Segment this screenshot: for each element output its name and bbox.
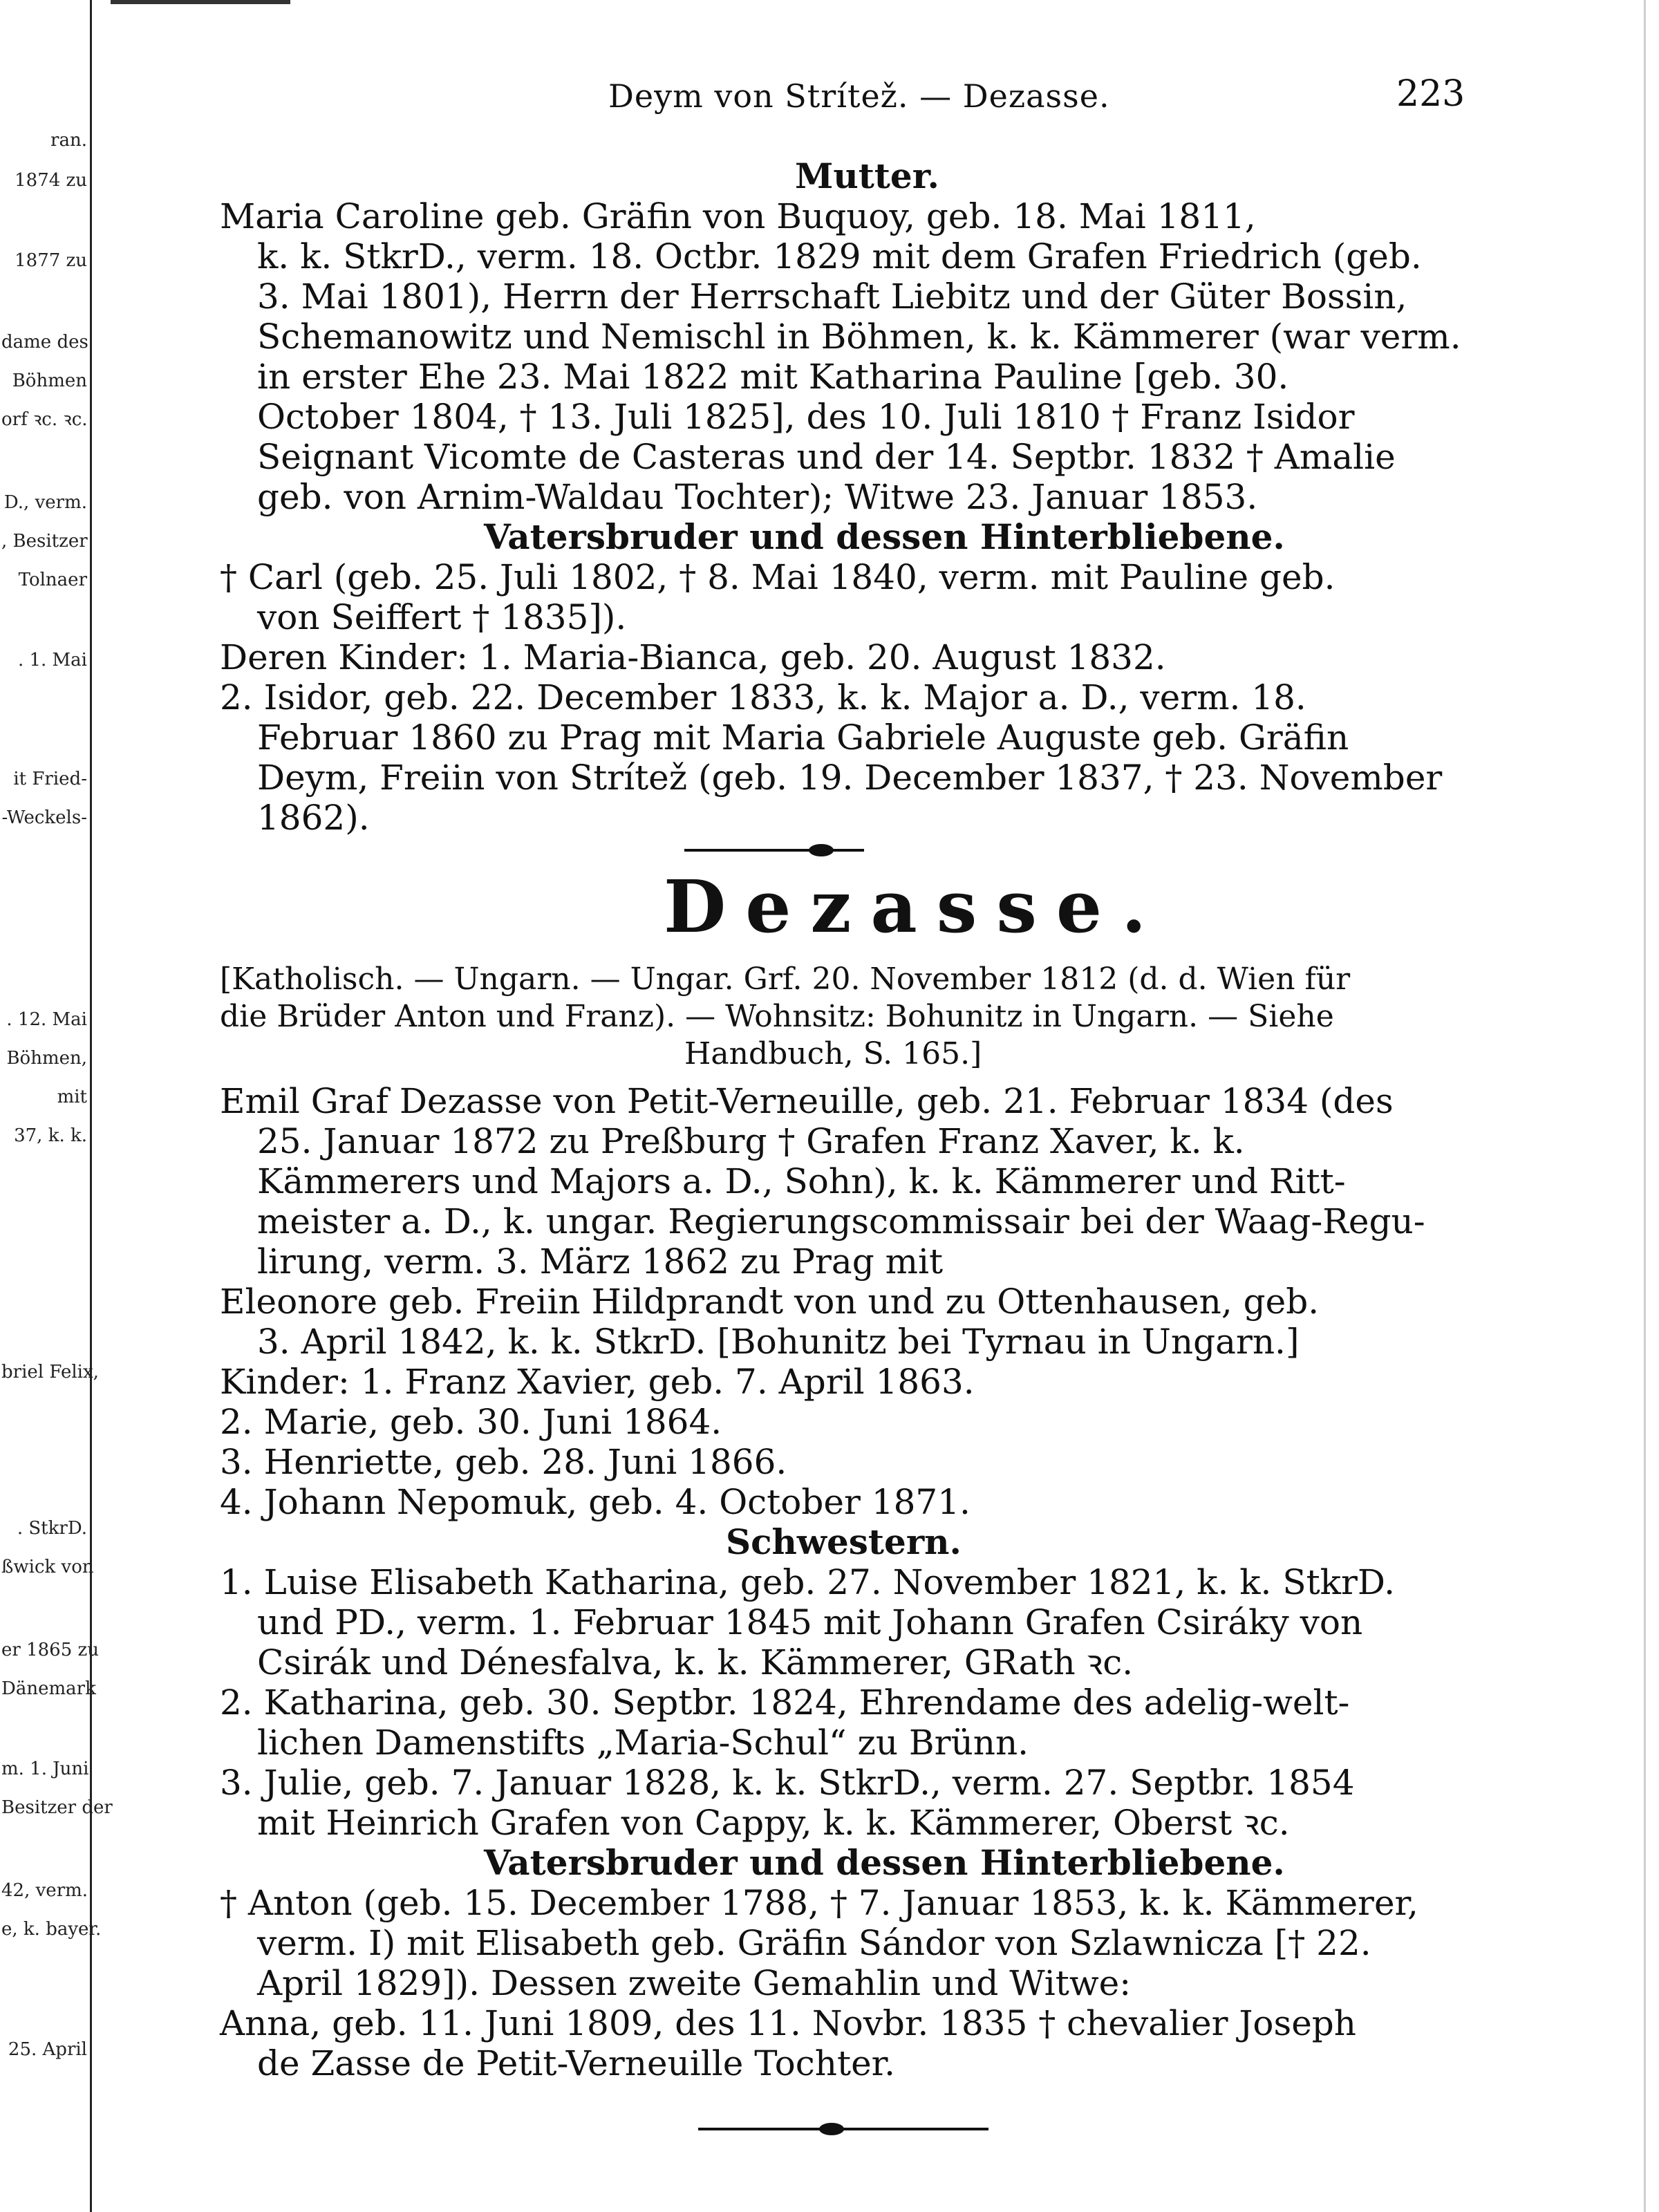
intro-line: Handbuch, S. 165.] <box>684 1036 982 1071</box>
margin-fragment: 37, k. k. <box>14 1125 87 1146</box>
right-page-edge <box>1644 0 1646 2212</box>
text-line: Februar 1860 zu Prag mit Maria Gabriele Auguste geb. Gräfin <box>257 718 1349 758</box>
text-line: 2. Katharina, geb. 30. Septbr. 1824, Ehrendame des adelig-welt- <box>220 1683 1350 1723</box>
text-line: 1. Luise Elisabeth Katharina, geb. 27. November 1821, k. k. StkrD. <box>220 1562 1396 1602</box>
margin-fragment: dame des <box>1 332 88 353</box>
margin-fragment: 1877 zu <box>15 250 87 271</box>
intro-line: die Brüder Anton und Franz). — Wohnsitz: Bohunitz in Ungarn. — Siehe <box>220 999 1334 1034</box>
text-line: und PD., verm. 1. Februar 1845 mit Johann Grafen Csiráky von <box>257 1602 1363 1642</box>
margin-fragment: D., verm. <box>3 492 87 513</box>
uncle-heading: Vatersbruder und dessen Hinterbliebene. <box>484 1842 1285 1883</box>
top-edge-bar <box>111 0 290 4</box>
divider-ornament <box>809 844 834 856</box>
margin-fragment: 1874 zu <box>15 170 87 191</box>
text-line: meister a. D., k. ungar. Regierungscommissair bei der Waag-Regu- <box>257 1201 1425 1241</box>
text-line: Deym, Freiin von Strítež (geb. 19. December 1837, † 23. November <box>257 758 1443 798</box>
margin-fragment: 42, verm. <box>1 1880 88 1901</box>
section-divider <box>684 849 864 852</box>
margin-fragment: ßwick von <box>1 1557 94 1577</box>
text-line: 4. Johann Nepomuk, geb. 4. October 1871. <box>220 1482 971 1522</box>
margin-fragment: Böhmen, <box>6 1048 87 1069</box>
margin-fragment: briel Felix, <box>1 1362 99 1382</box>
text-line: lichen Damenstifts „Maria-Schul“ zu Brünn. <box>257 1723 1029 1763</box>
margin-fragment: , Besitzer <box>1 531 88 552</box>
text-line: Emil Graf Dezasse von Petit-Verneuille, geb. 21. Februar 1834 (des <box>220 1081 1394 1121</box>
text-line: de Zasse de Petit-Verneuille Tochter. <box>257 2043 895 2083</box>
mother-heading: Mutter. <box>795 156 939 196</box>
margin-fragment: Dänemark <box>1 1678 96 1699</box>
text-line: Seignant Vicomte de Casteras und der 14. Septbr. 1832 † Amalie <box>257 437 1396 477</box>
text-line: Kinder: 1. Franz Xavier, geb. 7. April 1863. <box>220 1362 975 1402</box>
text-line: 3. Henriette, geb. 28. Juni 1866. <box>220 1442 787 1482</box>
text-line: 2. Isidor, geb. 22. December 1833, k. k. Major a. D., verm. 18. <box>220 677 1306 718</box>
text-line: † Carl (geb. 25. Juli 1802, † 8. Mai 1840, verm. mit Pauline geb. <box>220 557 1335 597</box>
text-line: 25. Januar 1872 zu Preßburg † Grafen Franz Xaver, k. k. <box>257 1121 1245 1161</box>
margin-fragment: . 12. Mai <box>6 1009 87 1030</box>
margin-fragment: er 1865 zu <box>1 1640 99 1660</box>
text-line: 1862). <box>257 798 370 838</box>
margin-fragment: orf ꝛc. ꝛc. <box>1 409 88 430</box>
margin-fragment: Besitzer der <box>1 1797 113 1818</box>
text-line: 2. Marie, geb. 30. Juni 1864. <box>220 1402 722 1442</box>
intro-line: [Katholisch. — Ungarn. — Ungar. Grf. 20. November 1812 (d. d. Wien für <box>220 962 1351 997</box>
text-line: Csirák und Dénesfalva, k. k. Kämmerer, GRath ꝛc. <box>257 1642 1134 1683</box>
text-line: † Anton (geb. 15. December 1788, † 7. Januar 1853, k. k. Kämmerer, <box>220 1883 1418 1923</box>
text-line: in erster Ehe 23. Mai 1822 mit Katharina Pauline [geb. 30. <box>257 357 1289 397</box>
text-line: April 1829]). Dessen zweite Gemahlin und Witwe: <box>257 1963 1132 2003</box>
margin-fragment: . StkrD. <box>17 1518 87 1539</box>
sisters-heading: Schwestern. <box>726 1521 962 1562</box>
margin-fragment: m. 1. Juni <box>1 1759 89 1779</box>
text-line: 3. April 1842, k. k. StkrD. [Bohunitz bei Tyrnau in Ungarn.] <box>257 1322 1300 1362</box>
left-margin-column <box>0 0 113 2212</box>
text-line: Maria Caroline geb. Gräfin von Buquoy, geb. 18. Mai 1811, <box>220 196 1256 236</box>
text-line: Schemanowitz und Nemischl in Böhmen, k. k. Kämmerer (war verm. <box>257 317 1461 357</box>
section-title: Dezasse. <box>664 864 1166 949</box>
text-line: Deren Kinder: 1. Maria-Bianca, geb. 20. August 1832. <box>220 637 1166 677</box>
margin-fragment: Böhmen <box>12 371 87 391</box>
text-line: October 1804, † 13. Juli 1825], des 10. Juli 1810 † Franz Isidor <box>257 397 1355 437</box>
text-line: mit Heinrich Grafen von Cappy, k. k. Kämmerer, Oberst ꝛc. <box>257 1803 1290 1843</box>
text-line: von Seiffert † 1835]). <box>257 597 627 637</box>
divider-ornament <box>819 2123 844 2135</box>
page-number: 223 <box>1396 73 1465 115</box>
running-head: Deym von Strítež. — Dezasse. <box>608 77 1110 115</box>
text-line: verm. I) mit Elisabeth geb. Gräfin Sándor von Szlawnicza [† 22. <box>257 1923 1371 1963</box>
text-line: lirung, verm. 3. März 1862 zu Prag mit <box>257 1241 944 1282</box>
margin-fragment: Tolnaer <box>18 570 87 590</box>
margin-fragment: ran. <box>50 130 87 151</box>
text-line: Anna, geb. 11. Juni 1809, des 11. Novbr. 1835 † chevalier Joseph <box>220 2003 1356 2043</box>
margin-fragment: 25. April <box>8 2039 87 2060</box>
text-line: 3. Julie, geb. 7. Januar 1828, k. k. StkrD., verm. 27. Septbr. 1854 <box>220 1763 1355 1803</box>
margin-fragment: . 1. Mai <box>17 650 87 671</box>
margin-fragment: e, k. bayer. <box>1 1919 102 1940</box>
text-line: Kämmerers und Majors a. D., Sohn), k. k. Kämmerer und Ritt- <box>257 1161 1346 1201</box>
margin-fragment: it Fried- <box>13 769 87 789</box>
margin-fragment: -Weckels- <box>1 807 87 828</box>
text-line: 3. Mai 1801), Herrn der Herrschaft Liebitz und der Güter Bossin, <box>257 276 1407 317</box>
text-line: k. k. StkrD., verm. 18. Octbr. 1829 mit dem Grafen Friedrich (geb. <box>257 236 1422 276</box>
text-line: geb. von Arnim-Waldau Tochter); Witwe 23. Januar 1853. <box>257 477 1258 517</box>
uncle-heading: Vatersbruder und dessen Hinterbliebene. <box>484 516 1285 557</box>
text-line: Eleonore geb. Freiin Hildprandt von und zu Ottenhausen, geb. <box>220 1282 1320 1322</box>
margin-fragment: mit <box>57 1087 87 1107</box>
